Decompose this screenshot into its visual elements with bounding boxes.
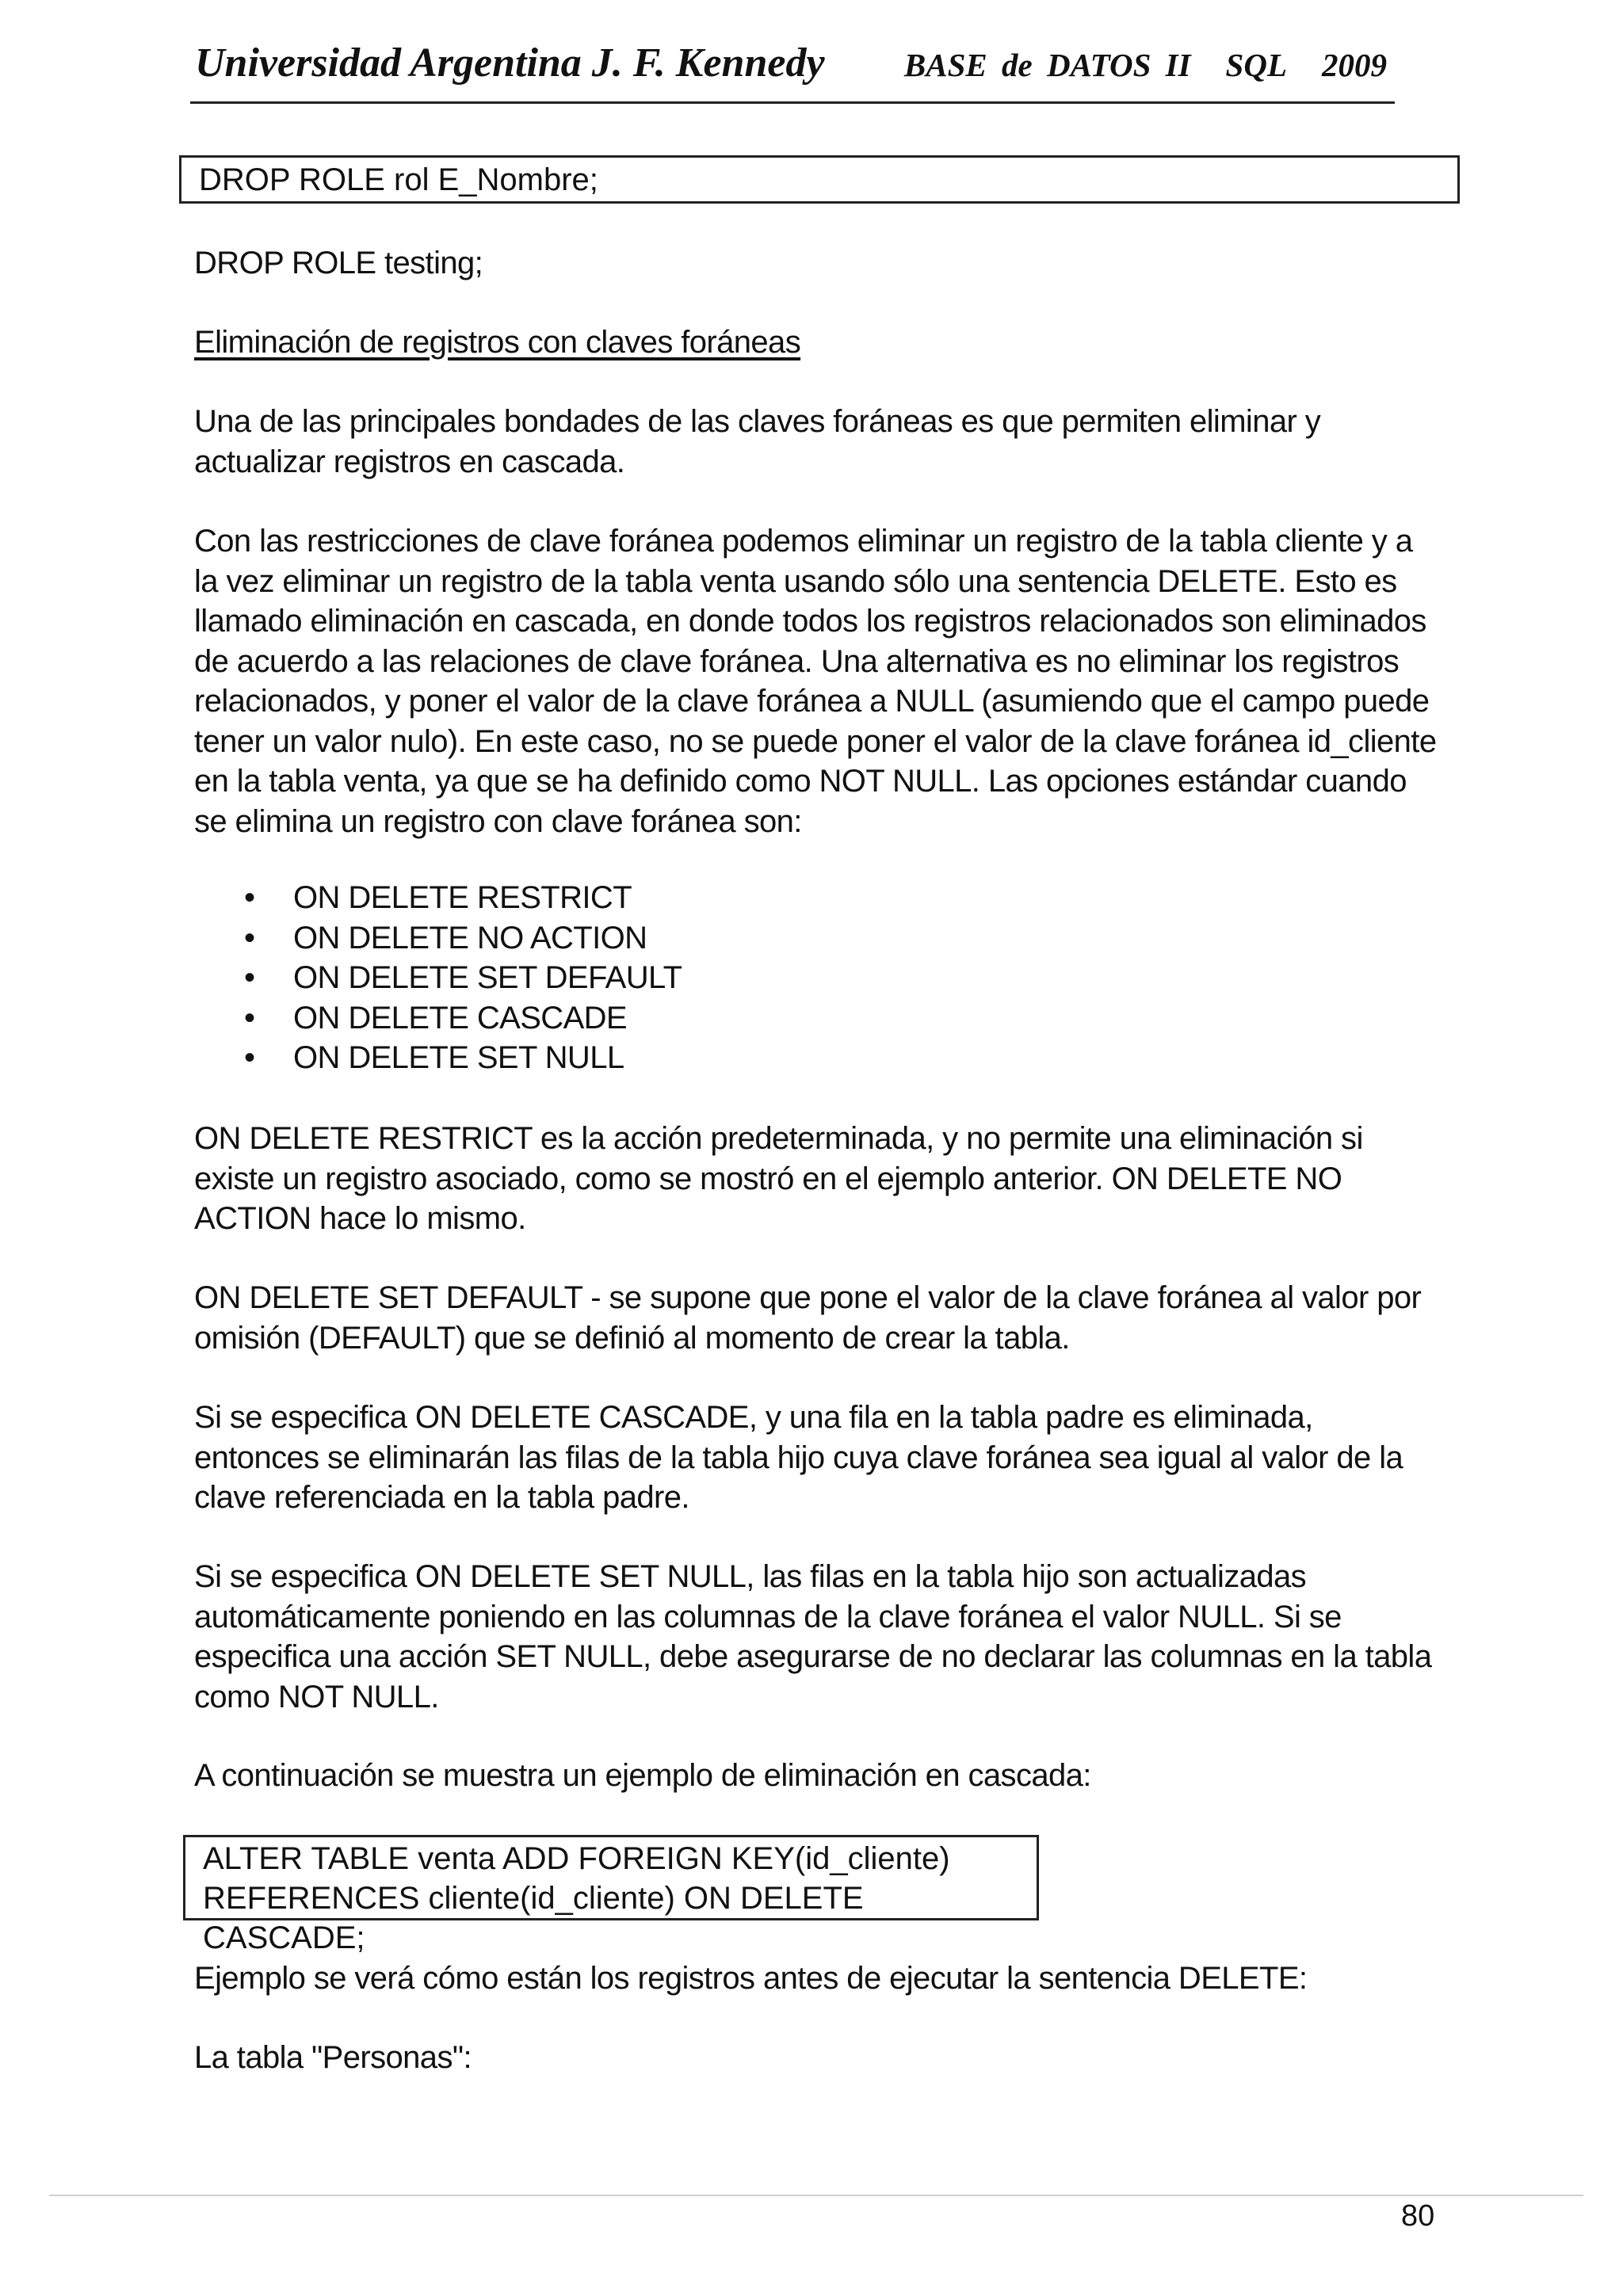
list-item: • ON DELETE SET NULL [244, 1040, 624, 1075]
paragraph-personas: La tabla "Personas": [194, 2040, 472, 2075]
list-item: • ON DELETE NO ACTION [244, 920, 647, 955]
section-title: Eliminación de registros con claves foráneas [194, 325, 801, 360]
code-line: ALTER TABLE venta ADD FOREIGN KEY(id_cliente) [203, 1841, 950, 1876]
paragraph-restrictions: Con las restricciones de clave foránea podemos eliminar un registro de la tabla cliente y a la vez eliminar un registro de la tabla venta usando sólo una sentencia DELETE. Esto es llamado eliminación en cascada, en donde todos los registros relacionados son eliminados de acuerdo a las relaciones de clave foránea. Una alternativa es no eliminar los registros relacionados, y poner el valor de la clave foránea a NULL (asumiendo que el campo puede tener un valor nulo). En este caso, no se puede poner el valor de la clave foránea id_cliente en la tabla venta, ya que se ha definido como NOT NULL. Las opciones estándar cuando se elimina un registro con clave foránea son: [194, 524, 1437, 839]
code-line: DROP ROLE rol E_Nombre; [199, 162, 598, 197]
course-name: BASE de DATOS II [903, 47, 1191, 83]
paragraph-set-null: Si se especifica ON DELETE SET NULL, las filas en la tabla hijo son actualizadas automáticamente poniendo en las columnas de la clave foránea el valor NULL. Si se especifica una acción SET NULL, debe asegurarse de no declarar las columnas en la tabla como NOT NULL. [194, 1559, 1432, 1714]
code-box-alter-table [183, 1835, 1039, 1955]
paragraph-drop-testing: DROP ROLE testing; [194, 246, 483, 280]
footer-divider [49, 2195, 1583, 2196]
page-header [190, 35, 1395, 104]
delete-options-list [238, 878, 682, 1078]
course-info [904, 46, 1387, 84]
paragraph-intro: Una de las principales bondades de las claves foráneas es que permiten eliminar y actualizar registros en cascada. [194, 404, 1321, 479]
paragraph-example-intro: A continuación se muestra un ejemplo de eliminación en cascada: [194, 1758, 1091, 1793]
paragraph-restrict: ON DELETE RESTRICT es la acción predeterminada, y no permite una eliminación si existe un registro asociado, como se mostró en el ejemplo anterior. ON DELETE NO ACTION hace lo mismo. [194, 1121, 1363, 1236]
paragraph-cascade: Si se especifica ON DELETE CASCADE, y una fila en la tabla padre es eliminada, entonces se eliminarán las filas de la tabla hijo cuya clave foránea sea igual al valor de la clave referenciada en la tabla padre. [194, 1400, 1403, 1515]
university-name: Universidad Argentina J. F. Kennedy [195, 40, 825, 86]
list-item: • ON DELETE RESTRICT [244, 880, 632, 915]
course-topic: SQL [1225, 47, 1287, 83]
paragraph-before-delete: Ejemplo se verá cómo están los registros antes de ejecutar la sentencia DELETE: [194, 1961, 1308, 1996]
code-line: REFERENCES cliente(id_cliente) ON DELETE CASCADE; [203, 1881, 864, 1955]
paragraph-set-default: ON DELETE SET DEFAULT - se supone que pone el valor de la clave foránea al valor por omisión (DEFAULT) que se definió al momento de crear la tabla. [194, 1280, 1422, 1356]
course-year: 2009 [1322, 47, 1387, 83]
page-number: 80 [1401, 2199, 1435, 2233]
code-box-drop-role [179, 155, 1460, 204]
list-item: • ON DELETE SET DEFAULT [244, 960, 682, 995]
list-item: • ON DELETE CASCADE [244, 1000, 628, 1035]
